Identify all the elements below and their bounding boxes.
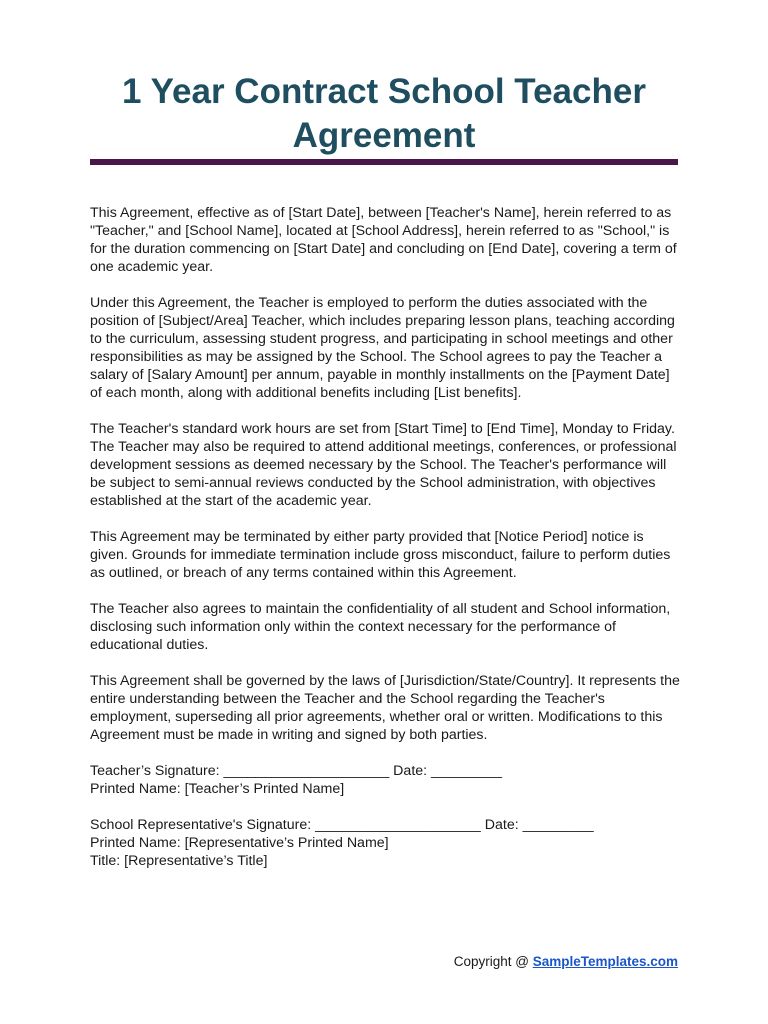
title-divider [90,159,678,165]
paragraph-confidentiality: The Teacher also agrees to maintain the confidentiality of all student and School information, disclosing such information only within the context necessary for the performance of educational duties. [90,601,671,653]
school-signature-block [90,816,680,870]
paragraph-termination: This Agreement may be terminated by either party provided that [Notice Period] notice is given. Grounds for immediate termination include gross misconduct, failure to perform duties as outlined, or breach of any terms contained within this Agreement. [90,529,671,581]
paragraph-parties: This Agreement, effective as of [Start Date], between [Teacher's Name], herein referred to as "Teacher," and [School Name], located at [School Address], herein referred to as "School," is for the duration commencing on [Start Date] and concluding on [End Date], covering a term of one academic year. [90,205,677,275]
document-body [90,204,680,888]
teacher-signature-block [90,762,680,798]
paragraph-duties-salary: Under this Agreement, the Teacher is employed to perform the duties associated with the position of [Subject/Area] Teacher, which includes preparing lesson plans, teaching according to the curriculum, assessing student progress, and participating in school meetings and other responsibilities as may be assigned by the School. The School agrees to pay the Teacher a salary of [Salary Amount] per annum, payable in monthly installments on the [Payment Date] of each month, along with additional benefits including [List benefits]. [90,295,675,401]
sampletemplates-link[interactable]: SampleTemplates.com [532,954,678,969]
copyright-footer [454,953,678,971]
teacher-printed-name: Printed Name: [Teacher’s Printed Name] [90,781,345,797]
paragraph-work-hours: The Teacher's standard work hours are set from [Start Time] to [End Time], Monday to Friday. The Teacher may also be required to attend additional meetings, conferences, or professional development sessions as deemed necessary by the School. The Teacher's performance will be subject to semi-annual reviews conducted by the School administration, with objectives established at the start of the academic year. [90,421,677,509]
teacher-signature-line: Teacher’s Signature: _____________________ Date: _________ [90,763,503,779]
paragraph-governing-law: This Agreement shall be governed by the laws of [Jurisdiction/State/Country]. It represents the entire understanding between the Teacher and the School regarding the Teacher's employment, superseding all prior agreements, whether oral or written. Modifications to this Agreement must be made in writing and signed by both parties. [90,673,680,743]
school-printed-name: Printed Name: [Representative’s Printed Name] [90,835,389,851]
school-representative-title: Title: [Representative’s Title] [90,853,268,869]
school-signature-line: School Representative's Signature: _____________________ Date: _________ [90,817,594,833]
copyright-text: Copyright @ [453,954,533,969]
document-title: 1 Year Contract School Teacher Agreement [122,72,646,155]
